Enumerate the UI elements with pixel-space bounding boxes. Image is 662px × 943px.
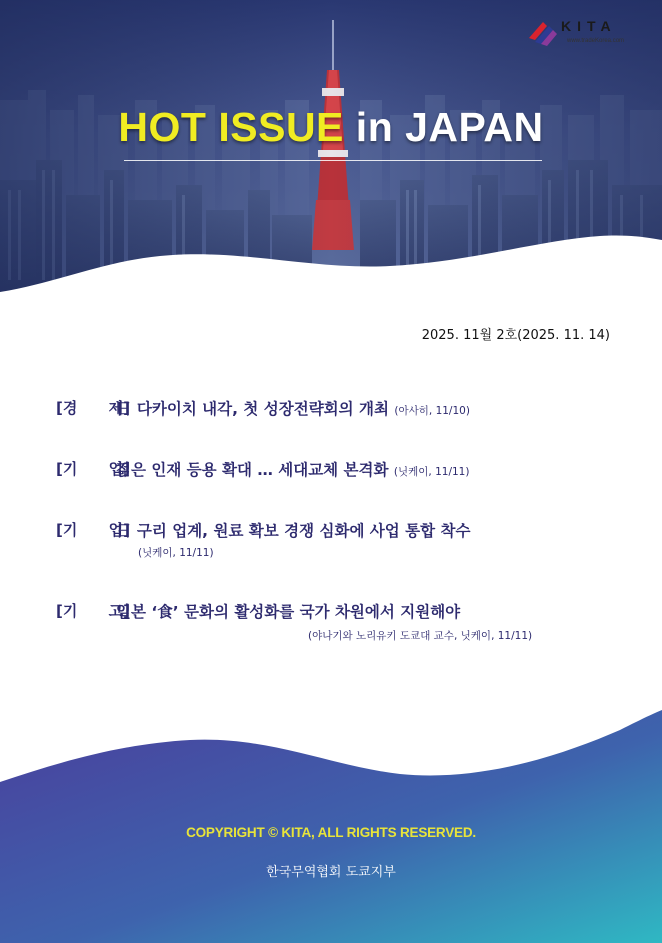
headline-title: 日 구리 업계, 원료 확보 경쟁 심화에 사업 통합 착수 — [116, 522, 471, 540]
kita-wordmark: KITA — [561, 18, 617, 34]
title-underline — [124, 160, 542, 161]
copyright-notice: COPYRIGHT © KITA, ALL RIGHTS RESERVED. — [186, 825, 476, 840]
title-highlight: HOT ISSUE — [118, 104, 344, 150]
footer-wave — [0, 700, 662, 943]
kita-url: www.tradeKorea.com — [567, 38, 625, 44]
headline-title: 日 다카이치 내각, 첫 성장전략회의 개최 — [116, 400, 389, 418]
organization-name: 한국무역협회 도쿄지부 — [266, 865, 396, 880]
headline-category: [기 업] — [56, 460, 131, 478]
headline-category: [기 업] — [56, 521, 131, 539]
headline-source: (닛케이, 11/11) — [138, 547, 214, 559]
headline-title: 일본 ‘食’ 문화의 활성화를 국가 차원에서 지원해야 — [116, 603, 461, 621]
headline-source: (닛케이, 11/11) — [393, 466, 470, 478]
headline-title: 젊은 인재 등용 확대 … 세대교체 본격화 — [116, 461, 389, 479]
headline-source: (아사히, 11/10) — [394, 405, 470, 417]
kita-logo — [527, 18, 647, 48]
header-banner — [0, 0, 662, 300]
headline-source: (야나기와 노리유키 도쿄대 교수, 닛케이, 11/11) — [308, 630, 533, 642]
title-rest: in JAPAN — [343, 104, 544, 150]
issue-date: 2025. 11월 2호(2025. 11. 14) — [421, 328, 610, 343]
headline-category: [경 제] — [56, 399, 131, 417]
kita-mark-icon — [527, 18, 559, 46]
headline-category: [기 고] — [56, 602, 131, 620]
footer-background — [0, 700, 662, 943]
page-title — [0, 104, 662, 151]
